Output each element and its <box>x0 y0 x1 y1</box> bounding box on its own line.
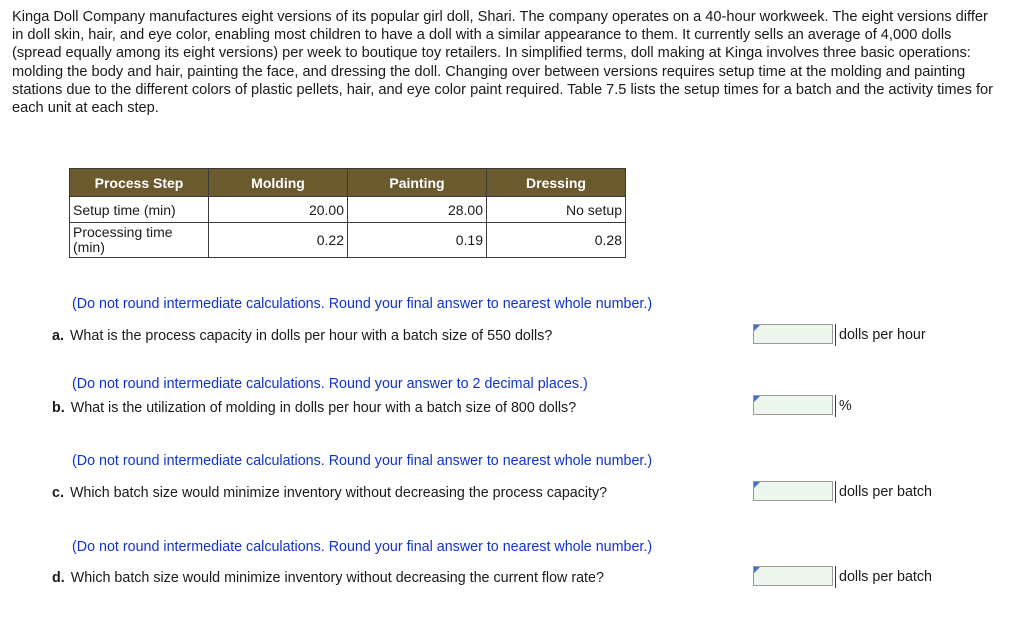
question-c <box>52 485 607 501</box>
table-row-processing-time <box>70 223 626 258</box>
row-label-text: Processing time (min) <box>73 224 173 255</box>
cell-value: 0.28 <box>487 223 626 258</box>
unit-label: dolls per hour <box>835 324 926 346</box>
answer-input-c[interactable] <box>754 482 832 500</box>
rounding-instruction: (Do not round intermediate calculations. Round your answer to 2 decimal places.) <box>72 376 588 392</box>
answer-input-a[interactable] <box>754 325 832 343</box>
header-process-step: Process Step <box>70 169 209 197</box>
process-table <box>69 168 626 258</box>
rounding-instruction: (Do not round intermediate calculations. Round your final answer to nearest whole number.) <box>72 453 653 469</box>
question-a <box>52 328 552 344</box>
rounding-instruction: (Do not round intermediate calculations. Round your final answer to nearest whole number.) <box>72 539 653 555</box>
header-painting: Painting <box>348 169 487 197</box>
cell-value: 28.00 <box>348 197 487 223</box>
answer-field-a[interactable] <box>753 324 833 344</box>
answer-field-d[interactable] <box>753 566 833 586</box>
unit-label: dolls per batch <box>835 566 932 588</box>
question-text: Which batch size would minimize inventory without decreasing the current flow rate? <box>70 570 604 586</box>
question-letter: b. <box>52 400 65 416</box>
row-label: Setup time (min) <box>70 197 209 223</box>
cell-value: 0.22 <box>209 223 348 258</box>
problem-statement: Kinga Doll Company manufactures eight versions of its popular girl doll, Shari. The company operates on a 40-hour workweek. The eight versions differ in doll skin, hair, and eye color, enabling most children to have a doll with a similar appearance to them. It currently sells an average of 4,000 dolls (spread equally among its eight versions) per week to boutique toy retailers. In simplified terms, doll making at Kinga involves three basic operations: molding the body and hair, painting the face, and dressing the doll. Changing over between versions requires setup time at the molding and painting stations due to the different colors of plastic pellets, hair, and eye color paint required. Table 7.5 lists the setup times for a batch and the activity times for each unit at each step. <box>12 9 994 117</box>
unit-label: dolls per batch <box>835 481 932 503</box>
table-row-setup-time <box>70 197 626 223</box>
table-header-row <box>70 169 626 197</box>
question-b <box>52 400 576 416</box>
cell-value: No setup <box>487 197 626 223</box>
unit-label: % <box>835 395 852 417</box>
header-molding: Molding <box>209 169 348 197</box>
answer-input-b[interactable] <box>754 396 832 414</box>
question-text: What is the process capacity in dolls per hour with a batch size of 550 dolls? <box>69 328 553 344</box>
question-letter: a. <box>52 328 64 344</box>
header-dressing: Dressing <box>487 169 626 197</box>
question-text: What is the utilization of molding in dolls per hour with a batch size of 800 dolls? <box>70 400 577 416</box>
rounding-instruction: (Do not round intermediate calculations. Round your final answer to nearest whole number.) <box>72 296 653 312</box>
cell-value: 0.19 <box>348 223 487 258</box>
cell-value: 20.00 <box>209 197 348 223</box>
answer-input-d[interactable] <box>754 567 832 585</box>
answer-field-c[interactable] <box>753 481 833 501</box>
question-text: Which batch size would minimize inventory without decreasing the process capacity? <box>69 485 608 501</box>
row-label <box>70 223 209 258</box>
question-letter: d. <box>52 570 65 586</box>
question-letter: c. <box>52 485 64 501</box>
question-d <box>52 570 604 586</box>
answer-field-b[interactable] <box>753 395 833 415</box>
